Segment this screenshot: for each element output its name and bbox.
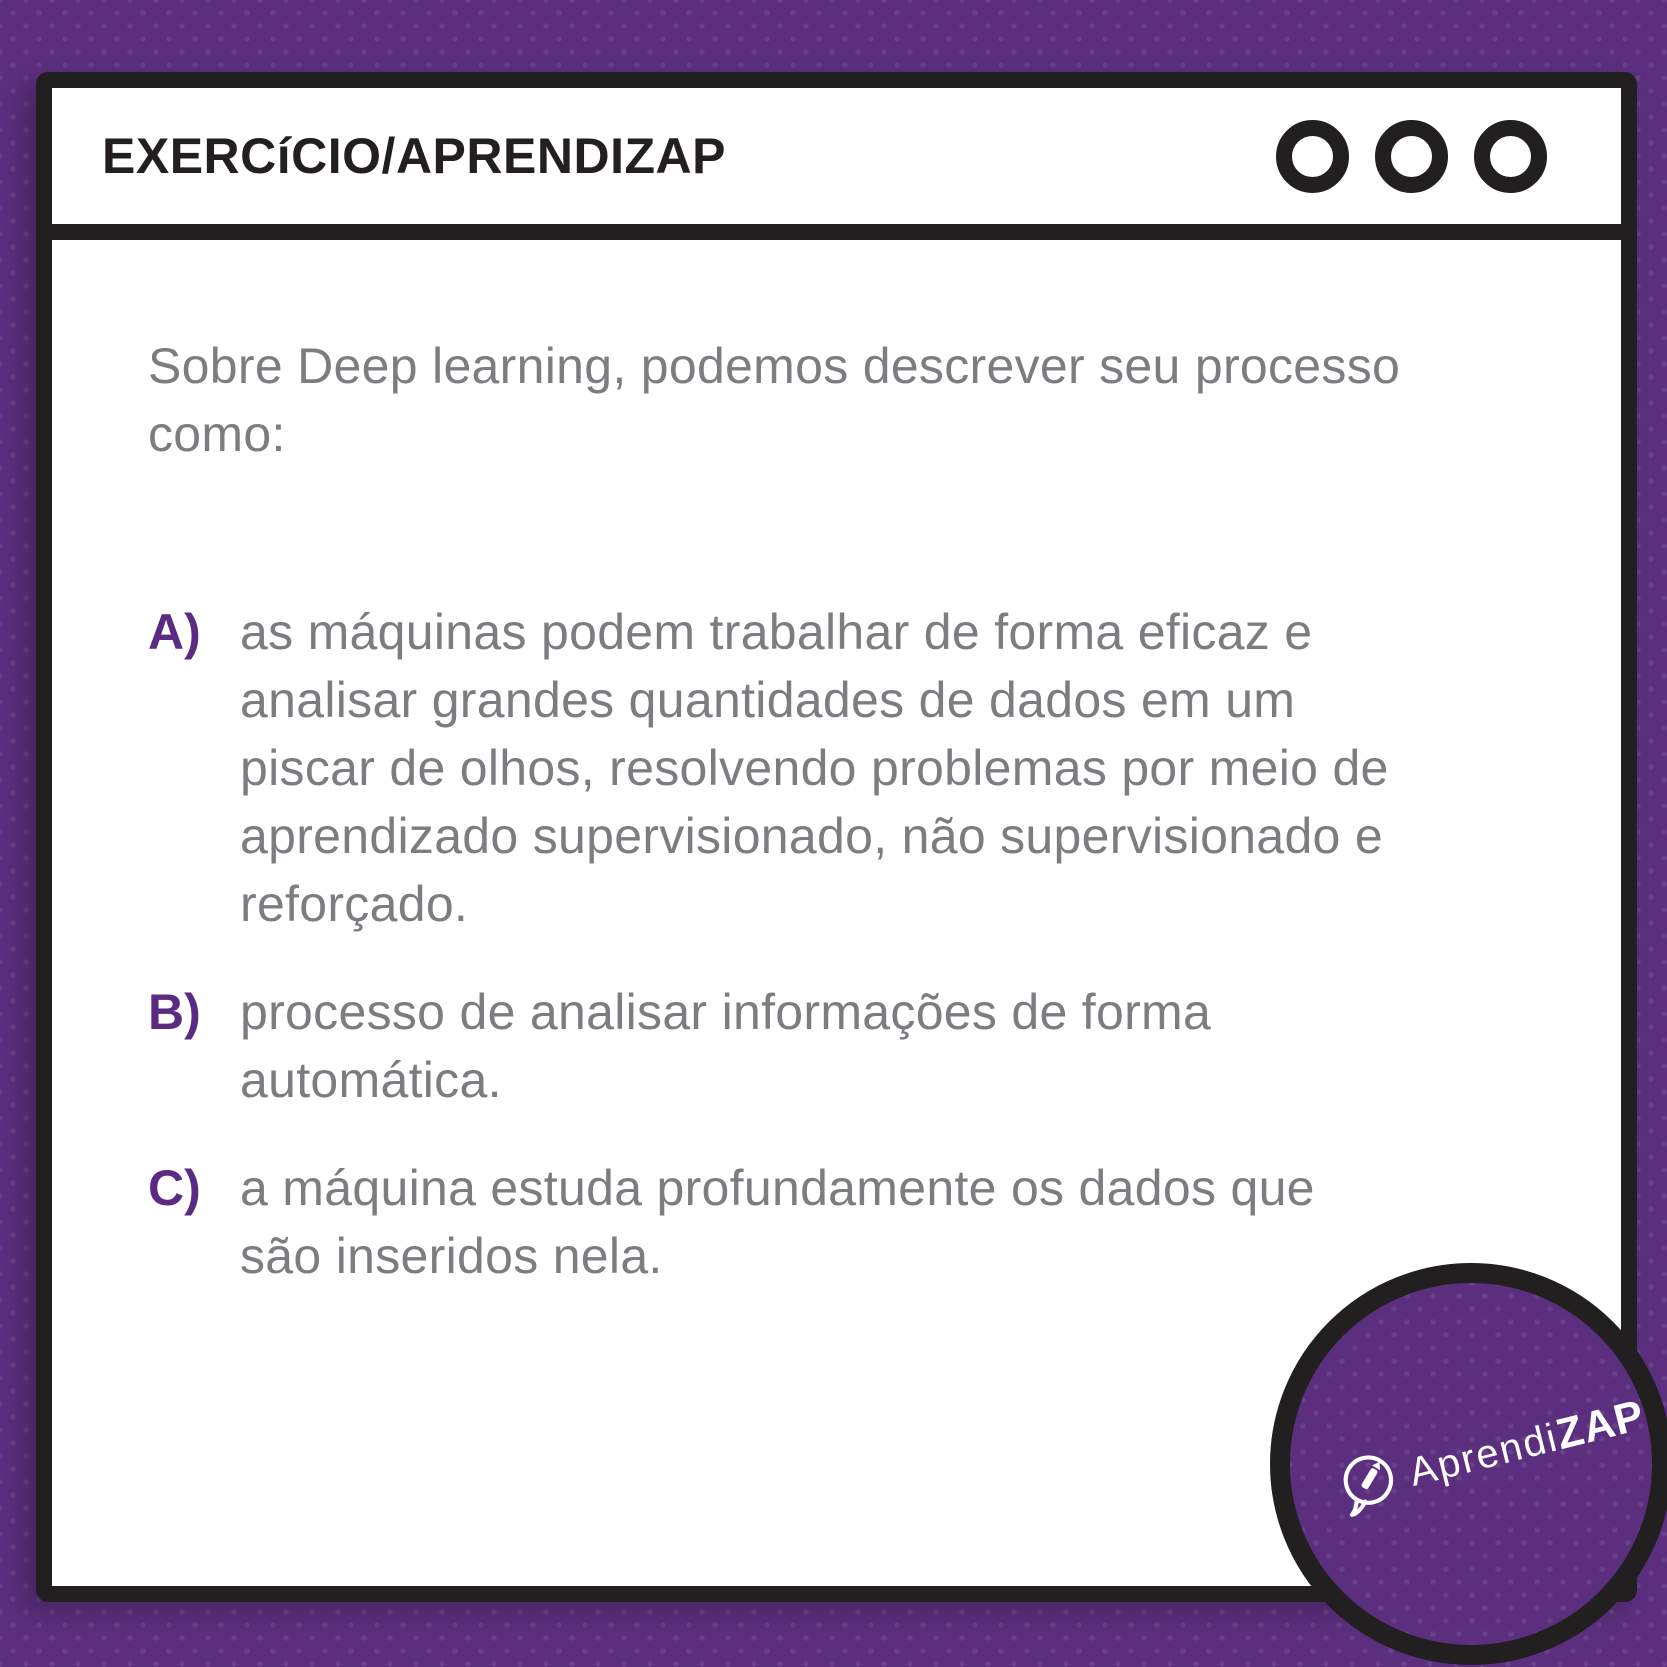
- option-line: processo de analisar informações de forma: [240, 984, 1212, 1040]
- question-text: [148, 332, 1551, 468]
- brand-name-bold: ZAP: [1551, 1390, 1650, 1459]
- question-line: Sobre Deep learning, podemos descrever seu processo: [148, 338, 1401, 394]
- window-controls: [1276, 120, 1547, 193]
- option-c-text: [240, 1154, 1315, 1290]
- option-line: piscar de olhos, resolvendo problemas por meio de: [240, 740, 1389, 796]
- window-dot-icon: [1276, 120, 1349, 193]
- pencil-speech-bubble-icon: [1333, 1448, 1403, 1518]
- brand-badge: [1270, 1263, 1667, 1665]
- option-a: [148, 598, 1551, 938]
- card-header: [52, 88, 1621, 240]
- option-a-label: A): [148, 604, 201, 660]
- brand-name: [1404, 1391, 1650, 1497]
- brand-lockup: [1333, 1386, 1651, 1518]
- option-b-label: B): [148, 984, 201, 1040]
- option-line: aprendizado supervisionado, não supervisionado e: [240, 808, 1383, 864]
- question-line: como:: [148, 406, 286, 462]
- option-line: são inseridos nela.: [240, 1228, 663, 1284]
- option-line: automática.: [240, 1052, 502, 1108]
- brand-name-light: Aprendi: [1404, 1414, 1563, 1495]
- option-b: [148, 978, 1551, 1114]
- option-b-text: [240, 978, 1211, 1114]
- window-dot-icon: [1474, 120, 1547, 193]
- exercise-body: [52, 240, 1621, 1290]
- option-line: analisar grandes quantidades de dados em um: [240, 672, 1296, 728]
- page-title: EXERCíCIO/APRENDIZAP: [102, 128, 726, 184]
- option-line: reforçado.: [240, 876, 469, 932]
- window-dot-icon: [1375, 120, 1448, 193]
- option-line: a máquina estuda profundamente os dados que: [240, 1160, 1315, 1216]
- option-a-text: [240, 598, 1389, 938]
- option-c: [148, 1154, 1551, 1290]
- option-line: as máquinas podem trabalhar de forma eficaz e: [240, 604, 1313, 660]
- option-c-label: C): [148, 1160, 201, 1216]
